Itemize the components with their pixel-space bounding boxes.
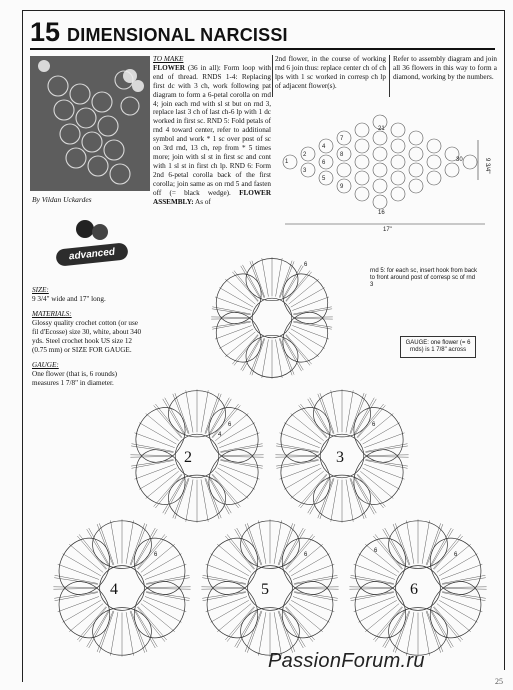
assembly-number: 5 bbox=[322, 176, 326, 182]
assembly-cell bbox=[391, 139, 405, 153]
instructions-column-2: 2nd flower, in the course of working rnd 6 join thus: replace center ch of ch lps with 1 sc worked in corresp ch lp of adjacent flower(s). bbox=[275, 55, 386, 90]
flower-number: 3 bbox=[336, 449, 344, 466]
assembly-cell bbox=[391, 155, 405, 169]
round-mark: 6 bbox=[372, 422, 376, 428]
assembly-cell bbox=[373, 195, 387, 209]
assembly-cell bbox=[409, 179, 423, 193]
page-number: 25 bbox=[495, 677, 503, 686]
flower-motif bbox=[197, 519, 343, 656]
assembly-cell bbox=[355, 171, 369, 185]
flower-motif bbox=[126, 389, 268, 522]
site-watermark: PassionForum.ru bbox=[268, 650, 425, 672]
assembly-number: 16 bbox=[378, 210, 385, 216]
flower-number: 6 bbox=[410, 581, 418, 598]
assembly-instructions: As of bbox=[195, 197, 211, 206]
assembly-cell bbox=[373, 163, 387, 177]
assembly-number: 30 bbox=[456, 157, 463, 163]
flower-instructions: (36 in all): Form loop with end of thread. RNDS 1-4: Replacing first dc with 3 ch, work following pat diagram to form a 6-petal corolla on rnd 4; join each rnd with sl st but on rnd 3, replace last 3 ch of last ch-6 lp with 1 dc worked in first sc. RND 5: Fold petals of rnd 4 toward center, refer to additional symbol and work * 1 sc over post of sc on 3rd rnd, 13 ch, rep from * 5 times more; join with sl st in first sc and cont with 1 sl st in first ch lp. RND 6: Form 2nd 6-petal corolla back of the first corolla; join same as on rnd 5 and fasten off (= black wedge). bbox=[153, 63, 271, 197]
assembly-cell bbox=[391, 187, 405, 201]
right-border bbox=[504, 10, 505, 670]
round-mark: 6 bbox=[228, 422, 232, 428]
dimension-width: 17" bbox=[383, 227, 392, 233]
round-mark: 6 bbox=[374, 548, 378, 554]
assembly-cell bbox=[409, 147, 423, 161]
assembly-number: 1 bbox=[285, 159, 289, 165]
column-divider bbox=[389, 55, 390, 97]
cherry-icon bbox=[92, 224, 108, 240]
assembly-cell bbox=[355, 155, 369, 169]
crochet-flower-chart bbox=[22, 256, 502, 676]
doily-photo bbox=[30, 56, 150, 191]
assembly-cell bbox=[373, 131, 387, 145]
assembly-cell bbox=[445, 163, 459, 177]
size-label: SIZE: bbox=[32, 286, 49, 294]
assembly-cell bbox=[409, 163, 423, 177]
assembly-number: 7 bbox=[340, 136, 344, 142]
pattern-number: 15 bbox=[30, 17, 61, 47]
assembly-number: 21 bbox=[378, 126, 385, 132]
gauge-text: One flower (that is, 6 rounds) measures 1 7/8" in diameter. bbox=[32, 370, 118, 387]
assembly-cell bbox=[427, 155, 441, 169]
materials-text: Glossy quality crochet cotton (or use fil d'Ecosse) size 30, white, about 340 yds. Steel crochet hook US size 12 (0.75 mm) or SIZE FOR GAUGE. bbox=[32, 319, 142, 354]
assembly-cell bbox=[355, 187, 369, 201]
assembly-cell bbox=[391, 123, 405, 137]
round-mark: 6 bbox=[154, 552, 158, 558]
assembly-number: 2 bbox=[303, 152, 307, 158]
instructions-column-3: Refer to assembly diagram and join all 36 flowers in this way to form a diamond, working by the numbers. bbox=[393, 55, 497, 81]
photo-credit: By Vildan Uckardes bbox=[32, 195, 92, 204]
materials-label: MATERIALS: bbox=[32, 310, 72, 318]
pattern-title: DIMENSIONAL NARCISSI bbox=[67, 25, 288, 45]
flower-number: 4 bbox=[110, 581, 118, 598]
assembly-number: 4 bbox=[322, 144, 326, 150]
round-mark: 6 bbox=[304, 262, 308, 268]
gauge-note-box: GAUGE: one flower (= 6 rnds) is 1 7/8" across bbox=[400, 336, 476, 358]
instructions-column-1 bbox=[153, 55, 271, 206]
flower-number: 2 bbox=[184, 449, 192, 466]
flower-motif bbox=[49, 519, 195, 656]
assembly-number: 3 bbox=[303, 168, 307, 174]
assembly-cell bbox=[355, 123, 369, 137]
assembly-cell bbox=[463, 155, 477, 169]
flower-motif bbox=[207, 257, 336, 379]
assembly-number: 8 bbox=[340, 152, 344, 158]
flower-number: 5 bbox=[261, 581, 269, 598]
assembly-number: 6 bbox=[322, 160, 326, 166]
round-mark: 6 bbox=[454, 552, 458, 558]
difficulty-label: advanced bbox=[55, 242, 128, 266]
assembly-cell bbox=[427, 139, 441, 153]
assembly-cell bbox=[409, 131, 423, 145]
heading-rule bbox=[30, 48, 495, 50]
assembly-number: 9 bbox=[340, 184, 344, 190]
rnd5-note: rnd 5: for each sc, insert hook from back to front around post of corresp sc of rnd 3 bbox=[370, 268, 478, 288]
round-mark: 4 bbox=[218, 432, 222, 438]
round-mark: 6 bbox=[304, 552, 308, 558]
dimension-height: 9 3/4" bbox=[484, 158, 490, 174]
gauge-label: GAUGE: bbox=[32, 361, 59, 369]
assembly-heading: FLOWER ASSEMBLY: bbox=[153, 188, 272, 206]
top-rule bbox=[22, 10, 505, 11]
assembly-cell bbox=[391, 171, 405, 185]
assembly-cell bbox=[373, 147, 387, 161]
assembly-cell bbox=[427, 171, 441, 185]
flower-motif bbox=[345, 519, 491, 656]
to-make-label: TO MAKE bbox=[153, 55, 184, 63]
flower-heading: FLOWER bbox=[153, 63, 185, 72]
doily-photo-image bbox=[30, 56, 150, 191]
pattern-heading bbox=[30, 18, 288, 46]
assembly-cell bbox=[337, 163, 351, 177]
column-divider bbox=[272, 55, 273, 97]
assembly-cell bbox=[373, 179, 387, 193]
assembly-cell bbox=[355, 139, 369, 153]
size-text: 9 3/4" wide and 17" long. bbox=[32, 295, 106, 303]
assembly-diagram bbox=[270, 100, 500, 235]
